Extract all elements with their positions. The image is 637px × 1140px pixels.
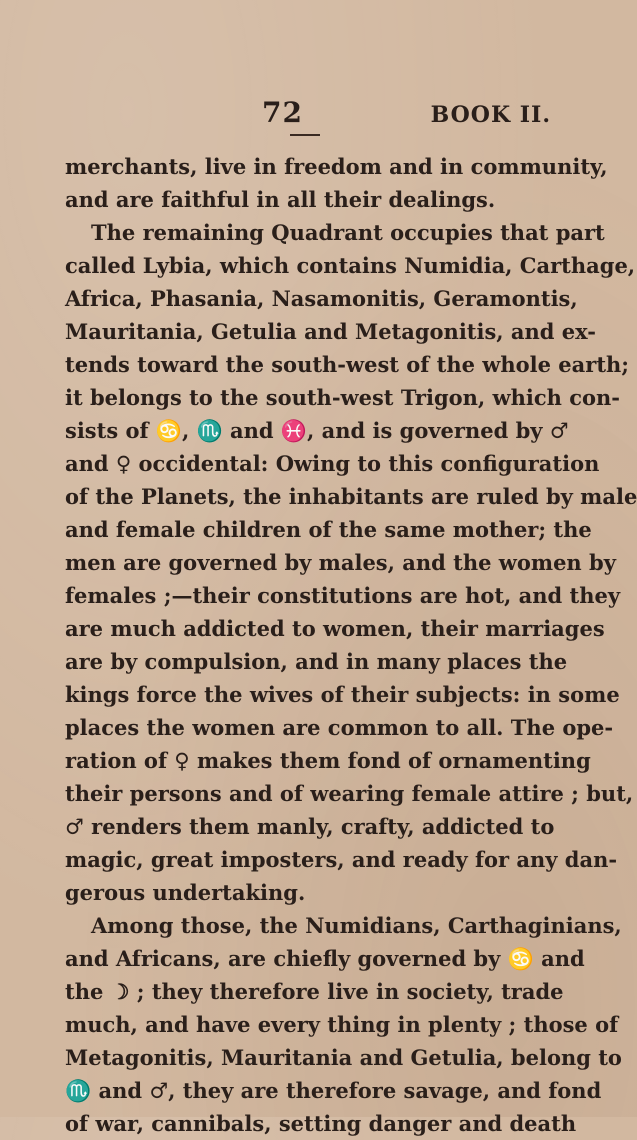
text-line: men are governed by males, and the women by bbox=[65, 550, 616, 575]
text-line: are much addicted to women, their marriages bbox=[65, 616, 605, 641]
text-line: females ;—their constitutions are hot, and they bbox=[65, 583, 621, 608]
text-line: the ☽ ; they therefore live in society, trade bbox=[65, 979, 564, 1004]
text-line: ♂ renders them manly, crafty, addicted to bbox=[65, 814, 555, 839]
text-line: and are faithful in all their dealings. bbox=[65, 187, 496, 212]
running-head: BOOK II. bbox=[430, 102, 551, 128]
page-number: 72 bbox=[262, 96, 303, 129]
text-line: places the women are common to all. The ope- bbox=[65, 715, 614, 740]
text-line: Metagonitis, Mauritania and Getulia, belong to bbox=[65, 1045, 622, 1070]
text-line: Among those, the Numidians, Carthaginians, bbox=[91, 913, 622, 938]
body-text bbox=[65, 150, 637, 1140]
text-line: ration of ♀ makes them fond of ornamenting bbox=[65, 748, 591, 773]
text-line: sists of ♋, ♏ and ♓, and is governed by ♂ bbox=[65, 418, 569, 443]
text-line: ♏ and ♂, they are therefore savage, and fond bbox=[65, 1078, 602, 1103]
text-line: it belongs to the south-west Trigon, which con- bbox=[65, 385, 621, 410]
text-line: and female children of the same mother; the bbox=[65, 517, 592, 542]
text-line: Africa, Phasania, Nasamonitis, Geramontis, bbox=[65, 286, 578, 311]
text-line: gerous undertaking. bbox=[65, 880, 306, 905]
text-line: are by compulsion, and in many places the bbox=[65, 649, 568, 674]
text-line: magic, great imposters, and ready for any dan- bbox=[65, 847, 618, 872]
text-line: and ♀ occidental: Owing to this configuration bbox=[65, 451, 600, 476]
text-line: Mauritania, Getulia and Metagonitis, and ex- bbox=[65, 319, 597, 344]
text-line: their persons and of wearing female attire ; but, bbox=[65, 781, 634, 806]
page-header bbox=[0, 96, 617, 136]
text-line: and Africans, are chiefly governed by ♋ and bbox=[65, 946, 585, 971]
text-line: called Lybia, which contains Numidia, Carthage, bbox=[65, 253, 636, 278]
text-line: merchants, live in freedom and in community, bbox=[65, 154, 608, 179]
header-rule bbox=[290, 134, 320, 136]
text-line: of the Planets, the inhabitants are ruled by male bbox=[65, 484, 637, 509]
text-line: tends toward the south-west of the whole earth; bbox=[65, 352, 630, 377]
text-line: The remaining Quadrant occupies that part bbox=[91, 220, 605, 245]
text-line: much, and have every thing in plenty ; those of bbox=[65, 1012, 619, 1037]
text-line: kings force the wives of their subjects: in some bbox=[65, 682, 620, 707]
text-line: of war, cannibals, setting danger and death bbox=[65, 1111, 577, 1136]
